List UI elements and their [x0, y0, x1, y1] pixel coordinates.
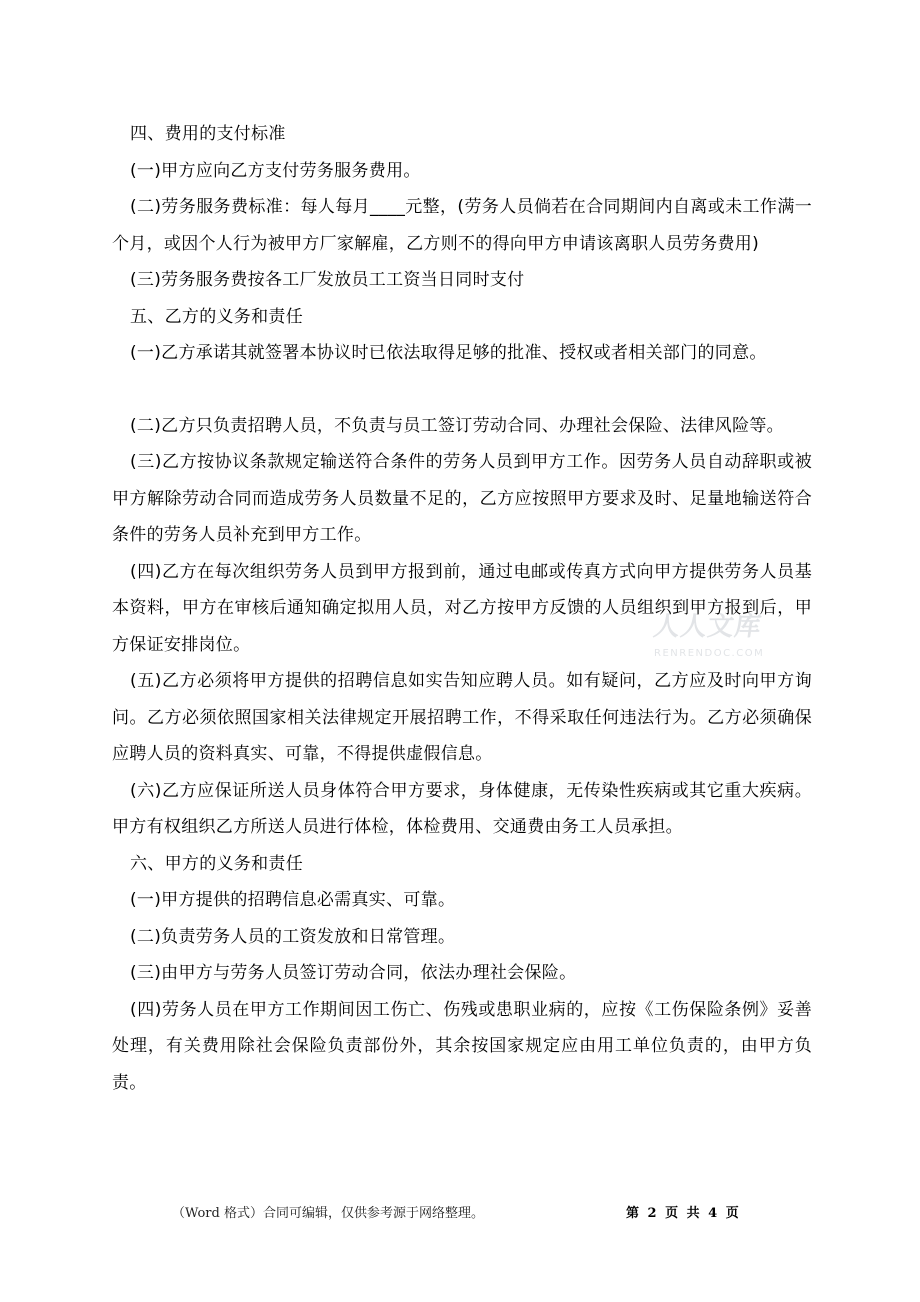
page-number: 第 2 页 共 4 页 — [626, 1206, 741, 1221]
clause-6-3: (三)由甲方与劳务人员签订劳动合同，依法办理社会保险。 — [130, 963, 577, 983]
footer-note: （Word 格式）合同可编辑，仅供参考源于网络整理。 — [172, 1206, 484, 1221]
clause-6-4: (四)劳务人员在甲方工作期间因工伤亡、伤残或患职业病的，应按《工伤保险条例》妥善处理，有关费用除社会保险负责部份外，其余按国家规定应由用工单位负责的，由甲方负责。 — [112, 999, 812, 1093]
clause-5-1: (一)乙方承诺其就签署本协议时已依法取得足够的批准、授权或者相关部门的同意。 — [130, 343, 767, 363]
clause-6-1: (一)甲方提供的招聘信息必需真实、可靠。 — [130, 890, 456, 910]
clause-5-4: (四)乙方在每次组织劳务人员到甲方报到前，通过电邮或传真方式向甲方提供劳务人员基本资料，甲方在审核后通知确定拟用人员，对乙方按甲方反馈的人员组织到甲方报到后，甲方保证安排岗位。 — [112, 561, 812, 655]
clause-6-2: (二)负责劳务人员的工资发放和日常管理。 — [130, 926, 456, 947]
section-heading-fees: 四、费用的支付标准 — [130, 124, 286, 144]
section-heading-party-a: 六、甲方的义务和责任 — [130, 853, 303, 874]
clause-5-5: (五)乙方必须将甲方提供的招聘信息如实告知应聘人员。如有疑问，乙方应及时向甲方询问。乙方必须依照国家相关法律规定开展招聘工作，不得采取任何违法行为。乙方必须确保应聘人员的资料真实、可靠，不得提供虚假信息。 — [112, 671, 812, 764]
document-body — [112, 116, 812, 1101]
clause-4-2: (二)劳务服务费标准：每人每月____元整，(劳务人员倘若在合同期间内自离或未工作满一个月，或因个人行为被甲方厂家解雇，乙方则不的得向甲方申请该离职人员劳务费用) — [112, 197, 812, 254]
clause-5-2: (二)乙方只负责招聘人员，不负责与员工签订劳动合同、办理社会保险、法律风险等。 — [130, 415, 784, 436]
clause-4-1: (一)甲方应向乙方支付劳务服务费用。 — [130, 160, 421, 181]
paragraph-gap — [112, 372, 812, 408]
page-footer — [0, 1202, 920, 1226]
clause-4-3: (三)劳务服务费按各工厂发放员工工资当日同时支付 — [130, 270, 525, 290]
clause-5-6: (六)乙方应保证所送人员身体符合甲方要求，身体健康，无传染性疾病或其它重大疾病。甲方有权组织乙方所送人员进行体检，体检费用、交通费由务工人员承担。 — [112, 780, 812, 837]
watermark-main-text: 人人文库 — [651, 612, 764, 642]
watermark-sub-text: RENRENDOC.COM — [654, 648, 765, 659]
section-heading-party-b: 五、乙方的义务和责任 — [130, 306, 303, 327]
clause-5-3: (三)乙方按协议条款规定输送符合条件的劳务人员到甲方工作。因劳务人员自动辞职或被甲方解除劳动合同而造成劳务人员数量不足的，乙方应按照甲方要求及时、足量地输送符合条件的劳务人员补充到甲方工作。 — [112, 452, 812, 545]
